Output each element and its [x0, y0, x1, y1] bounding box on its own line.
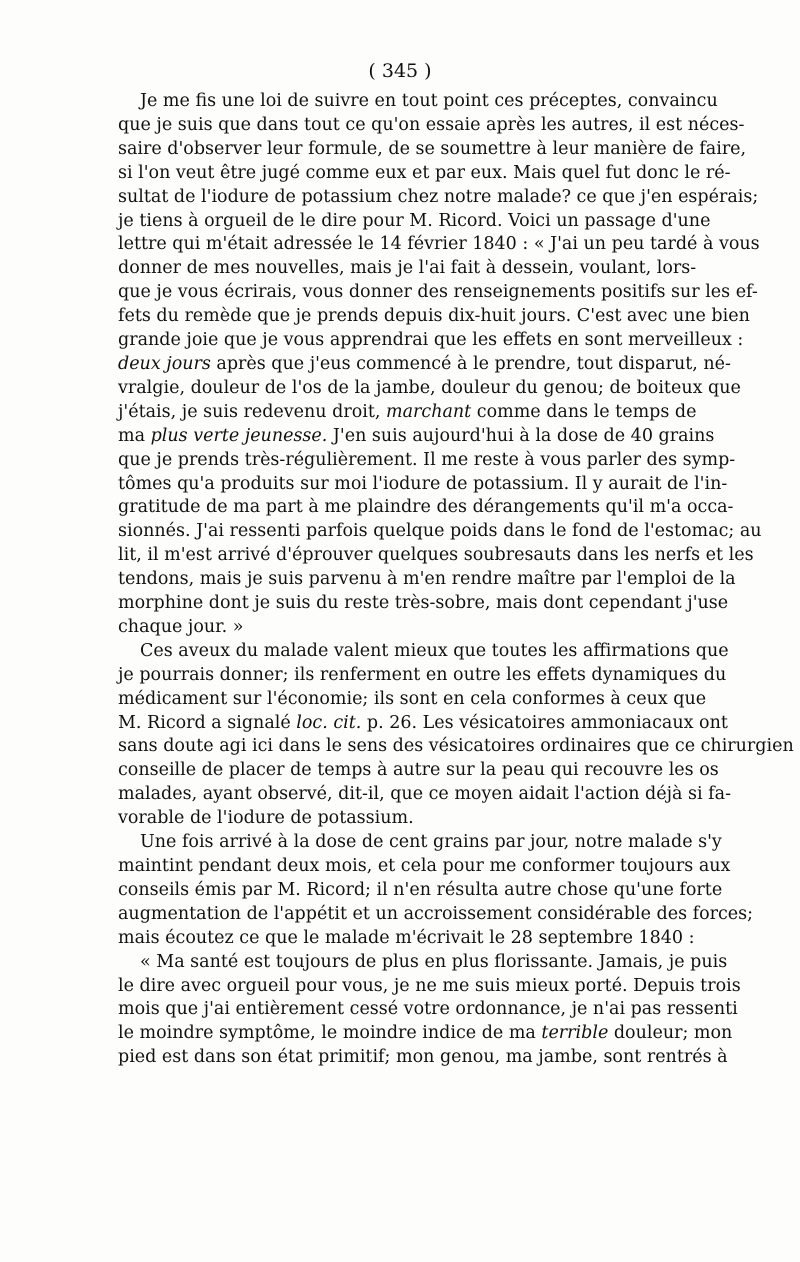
- italic-text: deux jours: [118, 353, 211, 374]
- text-segment: p. 26. Les vésicatoires ammoniacaux ont: [361, 712, 728, 733]
- text-line: [118, 759, 719, 783]
- text-line: [118, 90, 718, 114]
- text-segment: je tiens à orgueil de le dire pour M. Ricord. Voici un passage d'une: [118, 210, 711, 231]
- text-line: [118, 855, 731, 879]
- text-line: [118, 114, 745, 138]
- text-segment: Je me fis une loi de suivre en tout point ces préceptes, convaincu: [140, 91, 718, 111]
- text-segment: malades, ayant observé, dit-il, que ce moyen aidait l'action déjà si fa-: [118, 784, 731, 805]
- text-line: [118, 305, 750, 329]
- text-segment: grande joie que je vous apprendrai que les effets en sont merveilleux :: [118, 330, 744, 351]
- text-segment: chaque jour. »: [118, 616, 244, 637]
- text-segment: médicament sur l'économie; ils sont en cela conformes à ceux que: [118, 688, 707, 709]
- text-segment: donner de mes nouvelles, mais je l'ai fait à dessein, voulant, lors-: [118, 258, 697, 279]
- italic-text: marchant: [386, 401, 472, 422]
- text-segment: fets du remède que je prends depuis dix-huit jours. C'est avec une bien: [118, 306, 750, 327]
- text-segment: sans doute agi ici dans le sens des vésicatoires ordinaires que ce chirurgien: [118, 736, 794, 757]
- text-segment: tendons, mais je suis parvenu à m'en rendre maître par l'emploi de la: [118, 569, 736, 590]
- text-line: [118, 544, 754, 568]
- text-segment: que je suis que dans tout ce qu'on essaie après les autres, il est néces-: [118, 114, 745, 135]
- text-segment: vorable de l'iodure de potassium.: [118, 808, 414, 829]
- text-line: [118, 975, 741, 999]
- text-segment: après que j'eus commencé à le prendre, tout disparut, né-: [210, 353, 731, 374]
- italic-text: terrible: [541, 1023, 609, 1044]
- text-segment: si l'on veut être jugé comme eux et par eux. Mais quel fut donc le ré-: [118, 162, 731, 183]
- text-segment: M. Ricord a signalé: [118, 712, 297, 733]
- text-line: [118, 233, 760, 257]
- text-line: [118, 592, 729, 616]
- text-line: [118, 951, 728, 975]
- text-line: [118, 927, 695, 951]
- text-segment: le dire avec orgueil pour vous, je ne me suis mieux porté. Depuis trois: [118, 975, 741, 996]
- text-segment: tômes qu'a produits sur moi l'iodure de potassium. Il y aurait de l'in-: [118, 473, 728, 494]
- text-segment: gratitude de ma part à me plaindre des dérangements qu'il m'a occa-: [118, 497, 734, 518]
- text-line: [118, 807, 674, 831]
- text-line: [118, 257, 697, 281]
- text-segment: augmentation de l'appétit et un accroissement considérable des forces;: [118, 903, 754, 924]
- text-segment: douleur; mon: [608, 1023, 733, 1044]
- text-line: [118, 903, 754, 927]
- text-segment: le moindre symptôme, le moindre indice de ma: [118, 1023, 542, 1044]
- text-segment: comme dans le temps de: [471, 401, 697, 422]
- text-line: [118, 520, 762, 544]
- text-segment: ma: [118, 425, 151, 446]
- text-segment: mois que j'ai entièrement cessé votre ordonnance, je n'ai pas ressenti: [118, 999, 738, 1020]
- text-line: [118, 1046, 728, 1070]
- text-line: [118, 138, 747, 162]
- text-segment: « Ma santé est toujours de plus en plus florissante. Jamais, je puis: [140, 951, 728, 972]
- text-line: [118, 616, 674, 640]
- text-line: [118, 664, 727, 688]
- text-segment: Une fois arrivé à la dose de cent grains par jour, notre malade s'y: [140, 832, 722, 853]
- text-line: [118, 425, 715, 449]
- text-line: [118, 998, 738, 1022]
- text-line: [118, 353, 731, 377]
- text-line: [118, 879, 723, 903]
- text-segment: sultat de l'iodure de potassium chez notre malade? ce que j'en espérais;: [118, 186, 759, 207]
- text-segment: conseille de placer de temps à autre sur la peau qui recouvre les os: [118, 760, 719, 781]
- text-segment: saire d'observer leur formule, de se soumettre à leur manière de faire,: [118, 138, 747, 159]
- text-segment: Ces aveux du malade valent mieux que toutes les affirmations que: [140, 640, 729, 661]
- text-line: [118, 210, 711, 234]
- text-line: [118, 712, 728, 736]
- text-segment: morphine dont je suis du reste très-sobre, mais dont cependant j'use: [118, 593, 729, 614]
- text-line: [118, 473, 728, 497]
- italic-text: plus verte jeunesse.: [150, 425, 328, 446]
- text-line: [118, 377, 741, 401]
- text-line: [118, 496, 734, 520]
- text-segment: maintint pendant deux mois, et cela pour me conformer toujours aux: [118, 856, 731, 876]
- text-segment: pied est dans son état primitif; mon genou, ma jambe, sont rentrés à: [118, 1047, 728, 1068]
- text-line: [118, 162, 731, 186]
- body-text: [118, 90, 794, 1070]
- text-segment: je pourrais donner; ils renferment en outre les effets dynamiques du: [118, 664, 727, 685]
- text-segment: J'en suis aujourd'hui à la dose de 40 grains: [327, 425, 715, 446]
- text-line: [118, 281, 758, 305]
- text-segment: sionnés. J'ai ressenti parfois quelque poids dans le fond de l'estomac; au: [118, 521, 762, 542]
- text-line: [118, 401, 697, 425]
- page-number: ( 345 ): [368, 60, 432, 82]
- text-line: [118, 640, 729, 664]
- text-segment: conseils émis par M. Ricord; il n'en résulta autre chose qu'une forte: [118, 879, 723, 900]
- italic-text: loc. cit.: [296, 712, 362, 733]
- text-line: [118, 735, 794, 759]
- text-line: [118, 186, 759, 210]
- text-segment: lettre qui m'était adressée le 14 février 1840 : « J'ai un peu tardé à vous: [118, 234, 760, 255]
- text-line: [118, 688, 707, 712]
- text-segment: mais écoutez ce que le malade m'écrivait le 28 septembre 1840 :: [118, 927, 695, 948]
- text-segment: vralgie, douleur de l'os de la jambe, douleur du genou; de boiteux que: [118, 377, 741, 398]
- text-line: [118, 329, 744, 353]
- text-line: [118, 783, 731, 807]
- text-segment: j'étais, je suis redevenu droit,: [118, 401, 386, 422]
- text-segment: que je vous écrirais, vous donner des renseignements positifs sur les ef-: [118, 282, 758, 303]
- text-segment: lit, il m'est arrivé d'éprouver quelques soubresauts dans les nerfs et les: [118, 545, 754, 566]
- text-line: [118, 1022, 733, 1046]
- text-segment: que je prends très-régulièrement. Il me reste à vous parler des symp-: [118, 449, 736, 470]
- text-line: [118, 568, 736, 592]
- text-line: [118, 831, 722, 855]
- text-line: [118, 449, 736, 473]
